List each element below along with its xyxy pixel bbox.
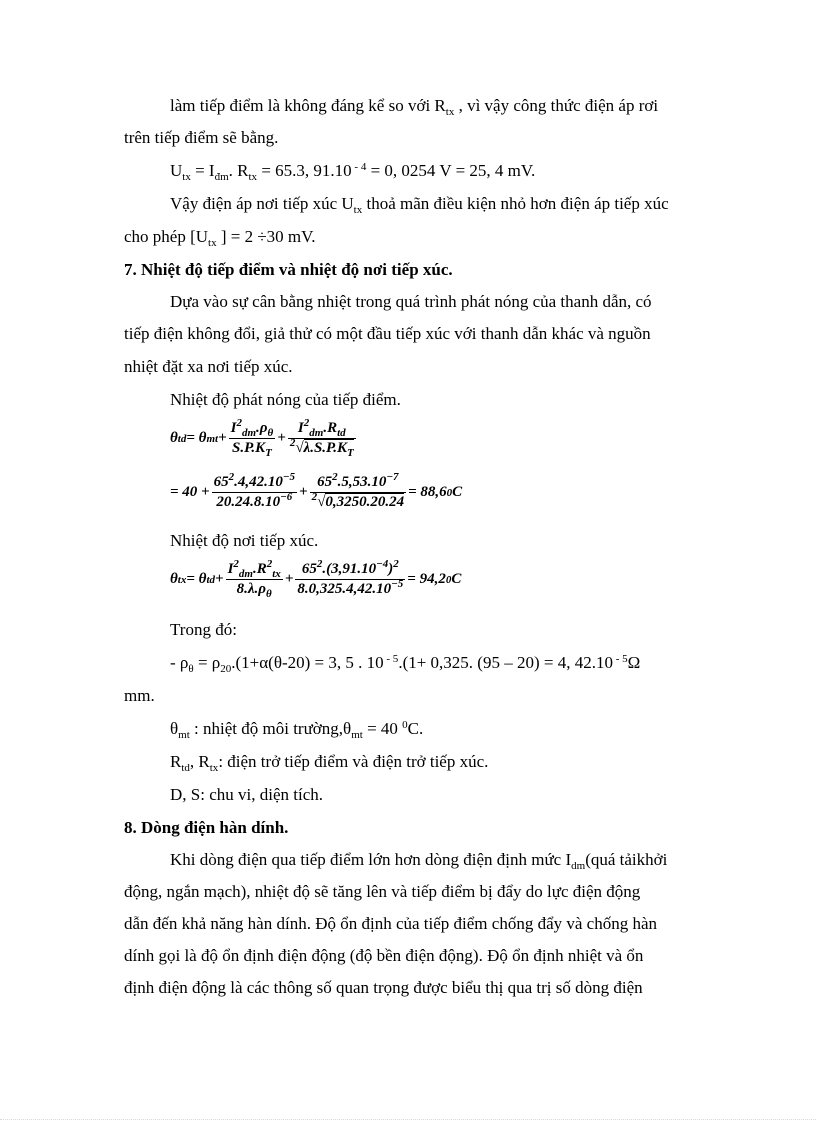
sqrt-icon: √ — [295, 440, 304, 456]
rho-definition: - $\rho_\theta = \rho_{20}.(1+\alpha(\theta-20) = 3$, 5 . 10 $^{- 5}$.(1+ 0,325. (95 – 20) = 4, 42.10 $^{- 5}$Ω — [170, 653, 641, 675]
formula-interface-temperature: θ tx = θ td + $\frac{I^2_{dm}.R^2_{tx}}{8.\lambda.\rho_\theta}$ + $\frac{65^2.(3,91.10^{-4})^2}{8.0,325.4,42.10^{-5}}$ = 94,2 0 C — [170, 558, 462, 600]
paragraph-line: tiếp điện không đổi, giả thử có một đầu tiếp xúc với thanh dẫn khác và nguồn — [124, 324, 651, 343]
fraction: $\frac{65^2.(3,91.10^{-4})^2}{8.0,325.4,42.10^{-5}}$ — [297, 558, 404, 597]
fraction: $\frac{65^2.5,53.10^{-7}}{^2√0,3250.20.24}$ — [311, 471, 405, 510]
theta-definition: $\theta_{mt}$ : nhiệt độ môi $trường,\theta_{mt} = 40$ $^0$C. — [170, 719, 424, 741]
paragraph-line: Nhiệt độ phát nóng của tiếp điểm. — [170, 390, 401, 409]
paragraph-line: Nhiệt độ nơi tiếp xúc. — [170, 531, 319, 550]
paragraph-line: Trong đó: — [170, 620, 237, 639]
paragraph-line: mm. — [124, 686, 155, 705]
paragraph-line: D, S: chu vi, diện tích. — [170, 785, 323, 804]
fraction: $\frac{I^2_{dm}.\rho_\theta}{S.P.K_T}$ — [230, 417, 274, 459]
utx-equation: $U_{tx} = I_{đm}$. $R_{tx} = 65.3$, 91.10 $^{- 4}$ = 0, 0254 V = 25, 4 mV. — [170, 161, 536, 183]
paragraph-line: làm tiếp điểm là không đáng kể so với $R_{tx}$ , vì vậy công thức điện áp rơi — [170, 96, 659, 118]
paragraph-line: nhiệt đặt xa nơi tiếp xúc. — [124, 357, 293, 376]
section-heading-7: 7. Nhiệt độ tiếp điểm và nhiệt độ nơi tiếp xúc. — [124, 260, 453, 279]
resistance-definition: $R_{td}$, $R_{tx}$: điện trở tiếp điểm và điện trở tiếp xúc. — [170, 752, 489, 774]
paragraph-line: động, ngắn mạch), nhiệt độ sẽ tăng lên và tiếp điểm bị đẩy do lực điện động — [124, 882, 641, 901]
sqrt-icon: √ — [317, 494, 326, 510]
paragraph-line: dính gọi là độ ổn định điện động (độ bền điện động). Độ ổn định nhiệt và ổn — [124, 946, 644, 965]
paragraph-line: Vậy điện áp nơi tiếp xúc $U_{tx}$ thoả mãn điều kiện nhỏ hơn điện áp tiếp xúc — [170, 194, 669, 216]
paragraph-line: dẫn đến khả năng hàn dính. Độ ổn định của tiếp điểm chống đẩy và chống hàn — [124, 914, 658, 933]
paragraph-line: Dựa vào sự cân bằng nhiệt trong quá trình phát nóng của thanh dẫn, có — [170, 292, 652, 311]
page-bottom-divider — [0, 1119, 816, 1120]
paragraph-line: định điện động là các thông số quan trọng được biểu thị qua trị số dòng điện — [124, 978, 643, 997]
paragraph-line: trên tiếp điểm sẽ bằng. — [124, 128, 279, 147]
section-heading-8: 8. Dòng điện hàn dính. — [124, 818, 289, 837]
fraction: $\frac{65^2.4,42.10^{-5}}{20.24.8.10^{-6}}$ — [213, 471, 296, 510]
formula-contact-temperature-value: = 40 + $\frac{65^2.4,42.10^{-5}}{20.24.8.10^{-6}}$ + $\frac{65^2.5,53.10^{-7}}{^2√0,3250.20.24}$ = 88,6 0 C — [170, 471, 463, 510]
paragraph-line: cho phép [$U_{tx}$ ] = 2 ÷30 mV. — [124, 227, 316, 249]
paragraph-line: Khi dòng điện qua tiếp điểm lớn hơn dòng điện định mức $I_{dm}(quá$ tảikhởi — [170, 850, 668, 872]
fraction: $\frac{I^2_{dm}.R^2_{tx}}{8.\lambda.\rho_\theta}$ — [227, 558, 281, 600]
fraction: $\frac{I^2_{dm}.R_{td}}{^2√\lambda.S.P.K_T}$ — [289, 417, 354, 459]
formula-contact-temperature: θ td = θ mt + $\frac{I^2_{dm}.\rho_\theta}{S.P.K_T}$ + $\frac{I^2_{dm}.R_{td}}{^2√\lambda.S.P.K_T}$ — [170, 417, 354, 459]
